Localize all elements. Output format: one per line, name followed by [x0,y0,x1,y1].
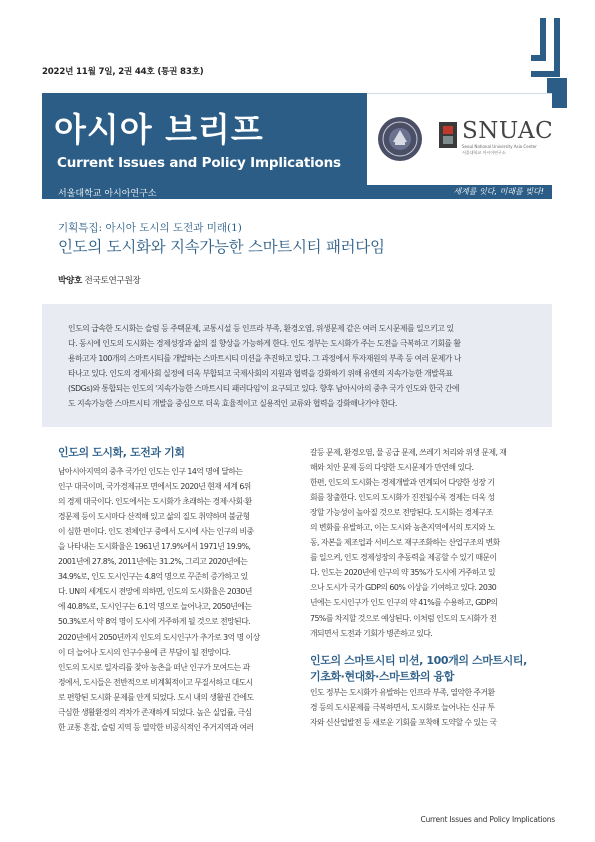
section-heading-cont: 기초화·현대화·스마트화의 융합 [310,669,454,683]
body-line: 이 더 늘어나 도시의 인구수용에 큰 부담이 될 전망이다. [58,647,231,657]
body-line: 2020년에서 2050년까지 인도의 도시인구가 추가로 3억 명 이상 [58,632,260,642]
body-line: 한 교통 혼잡, 슬럼 지역 등 열악한 비공식적인 주거지역과 여러 [58,722,254,732]
body-line: 극심한 생활환경의 격차가 존재하게 되었다. 높은 실업률, 극심 [58,707,252,717]
body-line: 남아시아지역의 중추 국가인 인도는 인구 14억 명에 달하는 [58,467,243,476]
logo-area [367,93,552,185]
masthead-banner [42,93,367,185]
body-line: 다. 인도는 2020년에 인구의 약 35%가 도시에 거주하고 있 [310,568,496,578]
publication-title: 아시아 브리프 [54,110,264,149]
page-footer: Current Issues and Policy Implications [420,815,555,824]
abstract-line: 용하고자 100개의 스마트시티를 개발하는 스마트시티 미션을 추진하고 있다. 그 과정에서 투자재원의 부족 등 여러 문제가 나 [68,354,461,364]
body-line: 경 등의 도시문제를 극복하면서, 도시화로 늘어나는 신규 투 [310,702,495,712]
institute-slogan: 세계를 잇다, 미래를 빚다! [453,187,544,196]
body-line: 의 변화를 유발하고, 이는 도시와 농촌지역에서의 토지와 노 [310,523,495,533]
institute-mark-icon [439,122,457,148]
abstract-line: 도 지속가능한 스마트시티 개발을 중심으로 더욱 효율적이고 실용적인 교류와 협력을 강화해나가야 한다. [68,399,397,409]
body-line: 경문제 등이 도시마다 산적해 있고 삶의 질도 취약하며 불균형 [58,512,250,522]
body-line: 로 편향된 도시화 문제를 안게 되었다. 도시 내의 생활권 간에도 [58,692,254,702]
abstract-line: 타나고 있다. 인도의 경제사회 실정에 더욱 부합되고 국제사회의 지원과 협력을 강화하기 위해 유엔의 지속가능한 개발목표 [68,369,453,379]
body-line: 인구 대국이며, 국가경제규모 면에서도 2020년 현재 세계 6위 [58,482,251,492]
body-line: 장할 가능성이 높아질 것으로 전망된다. 도시화는 경제구조 [310,508,493,518]
body-line: 이 심한 편이다. 인도 전체인구 중에서 도시에 사는 인구의 비중 [58,527,254,537]
body-line: 개되면서 도전과 기회가 병존하고 있다. [310,628,433,638]
body-line: 자와 신산업발전 등 새로운 기회를 포착해 도약할 수 있는 국 [310,717,497,727]
body-line: 년에는 도시인구가 인도 인구의 약 41%를 수용하고, GDP의 [310,598,498,608]
right-column [310,445,543,730]
body-line: 다. UN의 세계도시 전망에 의하면, 인도의 도시화율은 2030년 [58,587,252,597]
body-line: 인도 정부는 도시화가 유발하는 인프라 부족, 열악한 주거환 [310,687,495,697]
abstract-line: 인도의 급속한 도시화는 슬럼 등 주택문제, 교통시설 등 인프라 부족, 환경오염, 위생문제 같은 여러 도시문제를 일으키고 있 [68,324,454,333]
body-line: 갈등 문제, 환경오염, 물 공급 문제, 쓰레기 처리와 위생 문제, 재 [310,448,507,457]
body-line: 한편, 인도의 도시화는 경제개발과 연계되어 다양한 성장 기 [310,478,495,488]
abstract-line: 다. 동시에 인도의 도시화는 경제성장과 삶의 질 향상을 가능하게 한다. 인도 정부는 도시화가 주는 도전을 극복하고 기회를 활 [68,339,461,349]
body-line: 에 40.8%로, 도시인구는 6.1억 명으로 늘어나고, 2050년에는 [58,602,252,612]
author-name: 박양호 [58,276,83,286]
abstract-line: (SDGs)와 통합되는 인도의 '지속가능한 스마트시티 패러다임'이 요구되고 있다. 향후 남아시아의 중추 국가 인도와 한국 간에 [68,384,460,394]
left-column [58,445,291,735]
publication-subtitle: Current Issues and Policy Implications [57,155,341,171]
body-line: 의 경제 대국이다. 인도에서는 도시화가 초래하는 경제·사회·환 [58,497,252,507]
section-heading: 인도의 스마트시티 미션, 100개의 스마트시티, [310,653,527,667]
body-line: 정에서, 도시들은 전반적으로 비계획적이고 무질서하고 대도시 [58,677,253,687]
body-line: 인도의 도시로 일자리를 찾아 농촌을 떠난 인구가 모여드는 과 [58,662,250,672]
body-line: 75%를 차지할 것으로 예상된다. 이처럼 인도의 도시화가 전 [310,613,497,623]
logo-english-name: Seoul National University Asia Center [462,144,537,149]
body-line: 을 나타내는 도시화율은 1961년 17.9%에서 1971년 19.9%, [58,542,251,552]
issue-info: 2022년 11월 7일, 2권 44호 (통권 83호) [42,67,204,77]
abstract-box [42,304,552,427]
section-heading: 인도의 도시화, 도전과 기회 [58,446,185,459]
article-title: 인도의 도시화와 지속가능한 스마트시티 패러다임 [58,238,385,256]
body-line: 2001년에 27.8%, 2011년에는 31.2%, 그리고 2020년에는 [58,557,248,567]
series-label: 기획특집: 아시아 도시의 도전과 미래(1) [58,222,242,234]
author-role: 전국토연구원장 [82,276,141,286]
snuac-logo-text: SNUAC [462,118,554,144]
institute-name: 서울대학교 아시아연구소 [58,189,157,199]
body-line: 해와 치안 문제 등의 다양한 도시문제가 만연해 있다. [310,463,474,473]
logo-korean-name: 서울대학교 아시아연구소 [462,150,506,155]
body-line: 동, 자본을 제조업과 서비스로 재구조화하는 산업구조의 변화 [310,538,500,548]
body-line: 를 일으켜, 인도 경제성장의 추동력을 제공할 수 있기 때문이 [310,553,497,563]
body-line: 회를 창출한다. 인도의 도시화가 진전될수록 경제는 더욱 성 [310,493,495,503]
institute-bar [42,185,552,199]
body-line: 으나 도시가 국가 GDP의 60% 이상을 기여하고 있다. 2030 [310,583,497,593]
university-seal-icon [377,116,423,162]
body-line: 34.9%로, 인도 도시인구는 4.8억 명으로 꾸준히 증가하고 있 [58,572,248,582]
author-line [58,274,140,286]
body-line: 50.3%로서 약 8억 명이 도시에 거주하게 될 것으로 전망된다. [58,617,251,627]
